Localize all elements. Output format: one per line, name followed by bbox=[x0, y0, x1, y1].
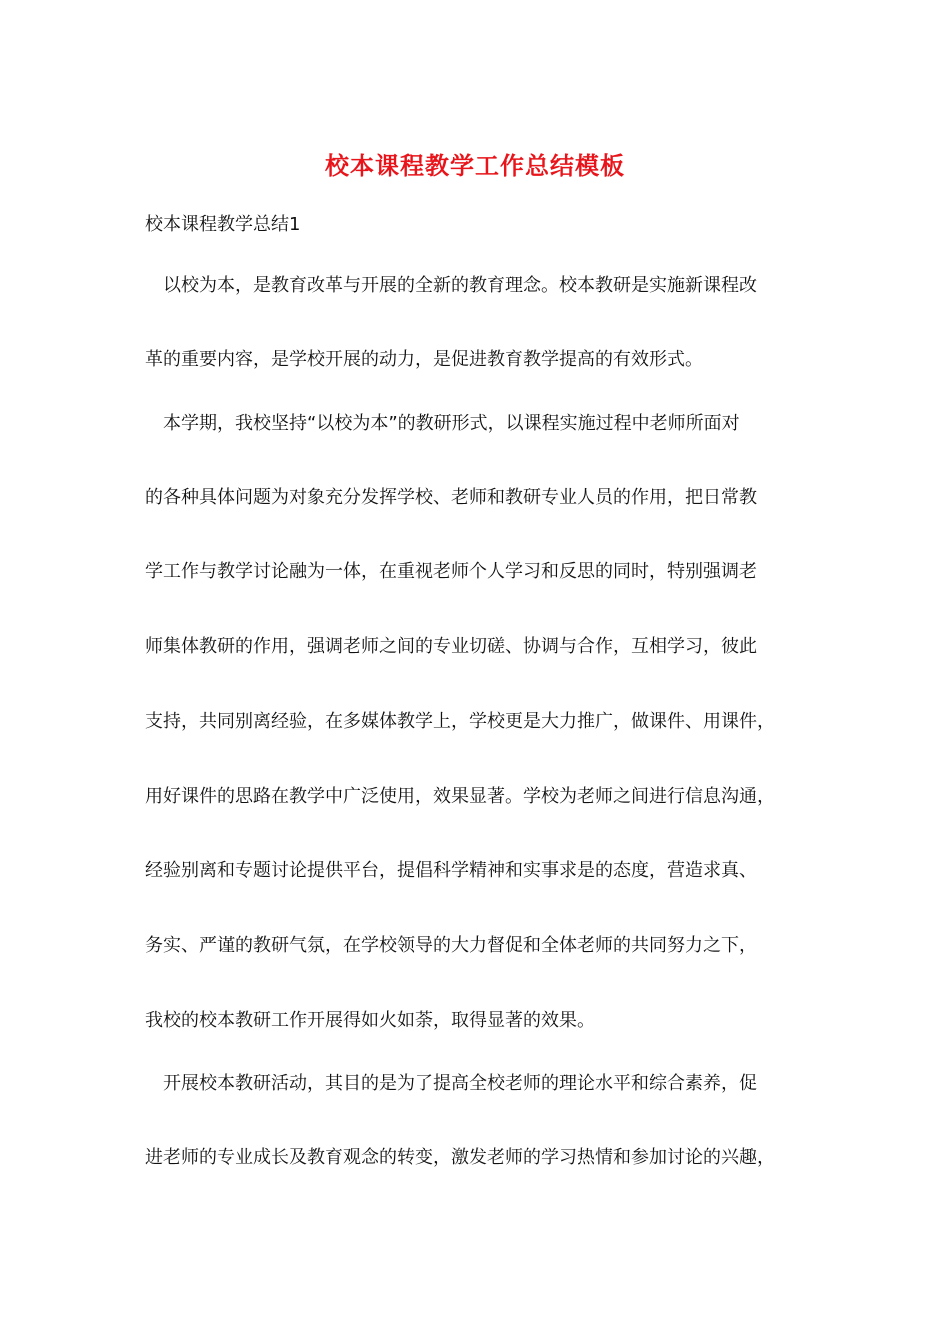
paragraph-line: 师集体教研的作用，强调老师之间的专业切磋、协调与合作，互相学习，彼此 bbox=[145, 636, 757, 657]
paragraph-line: 支持，共同别离经验，在多媒体教学上，学校更是大力推广，做课件、用课件， bbox=[145, 711, 775, 732]
paragraph-line: 进老师的专业成长及教育观念的转变，激发老师的学习热情和参加讨论的兴趣， bbox=[145, 1147, 775, 1168]
document-title: 校本课程教学工作总结模板 bbox=[325, 152, 625, 180]
paragraph-line: 本学期，我校坚持“以校为本”的教研形式，以课程实施过程中老师所面对 bbox=[163, 413, 740, 434]
paragraph-line: 我校的校本教研工作开展得如火如荼，取得显著的效果。 bbox=[145, 1010, 595, 1031]
paragraph-line: 学工作与教学讨论融为一体，在重视老师个人学习和反思的同时，特别强调老 bbox=[145, 561, 757, 582]
paragraph-line: 的各种具体问题为对象充分发挥学校、老师和教研专业人员的作用，把日常教 bbox=[145, 487, 757, 508]
paragraph-line: 用好课件的思路在教学中广泛使用，效果显著。学校为老师之间进行信息沟通， bbox=[145, 786, 775, 807]
paragraph-line: 革的重要内容，是学校开展的动力，是促进教育教学提高的有效形式。 bbox=[145, 349, 703, 370]
paragraph-line: 经验别离和专题讨论提供平台，提倡科学精神和实事求是的态度，营造求真、 bbox=[145, 860, 757, 881]
section-heading: 校本课程教学总结1 bbox=[145, 214, 301, 235]
paragraph-line: 以校为本，是教育改革与开展的全新的教育理念。校本教研是实施新课程改 bbox=[163, 275, 757, 296]
paragraph-line: 务实、严谨的教研气氛，在学校领导的大力督促和全体老师的共同努力之下， bbox=[145, 935, 757, 956]
paragraph-line: 开展校本教研活动，其目的是为了提高全校老师的理论水平和综合素养，促 bbox=[163, 1073, 757, 1094]
